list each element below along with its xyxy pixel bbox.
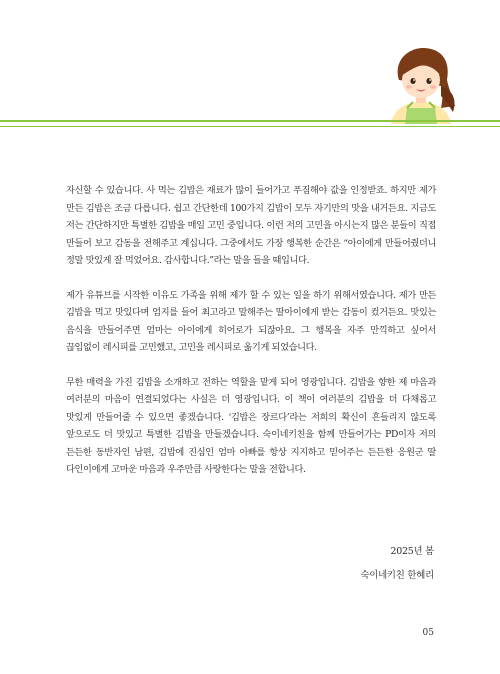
- page-number: 05: [422, 628, 434, 638]
- signoff-date: 2025년 봄: [390, 546, 434, 557]
- preface-body: [66, 182, 436, 496]
- signoff-block: [360, 540, 434, 588]
- page-header: [0, 0, 500, 140]
- body-paragraph-2: 제가 유튜브를 시작한 이유도 가족을 위해 제가 할 수 있는 일을 하기 위해서였습니다. 제가 만든 김밥을 먹고 맛있다며 엄지를 들어 최고라고 말해주는 딸아이에게 받는 감동이 컸거든요. 맛있는 음식을 만들어주면 엄마는 아이에게 히어로가 되잖아요. 그 행복을 자주 만끽하고 싶어서 끊임없이 레시피를 고민했고, 고민을 레시피로 옮기게 되었습니다.: [66, 289, 436, 353]
- body-paragraph-3: 무한 매력을 가진 김밥을 소개하고 전하는 역할을 맡게 되어 영광입니다. 김밥을 향한 제 마음과 여러분의 마음이 연결되었다는 사실은 더 영광입니다. 이 책이 여러분의 김밥을 더 다채롭고 맛있게 만들어줄 수 있으면 좋겠습니다. ‘김밥은 장르다’라는 저희의 확신이 흔들리지 않도록 앞으로도 더 맛있고 특별한 김밥을 만들겠습니다. 숙이네키친을 함께 만들어가는 PD이자 저의 든든한 동반자인 남편, 김밥에 진심인 엄마 아빠를 항상 지지하고 믿어주는 든든한 응원군 딸 다인이에게 고마운 마음과 우주만큼 사랑한다는 말을 전합니다.: [66, 376, 436, 475]
- header-rule-top: [0, 120, 500, 122]
- woman-chef-illustration-icon: [383, 46, 459, 124]
- header-rule-bottom: [0, 126, 500, 127]
- signoff-author: 숙이네키친 한혜리: [360, 570, 434, 581]
- body-paragraph-1: 자신할 수 있습니다. 사 먹는 김밥은 재료가 많이 들어가고 푸짐해야 값을 인정받죠. 하지만 제가 만든 김밥은 조금 다릅니다. 쉽고 간단한데 100가지 김밥이 모두 자기만의 맛을 내거든요. 지금도 저는 간단하지만 특별한 김밥을 매일 고민 중입니다. 이런 저의 고민을 아시는지 많은 분들이 직접 만들어 보고 감동을 전해주고 계십니다. 그중에서도 가장 행복한 순간은 “아이에게 만들어줬더니 정말 맛있게 잘 먹었어요. 감사합니다.”라는 말을 들을 때입니다.: [66, 185, 436, 266]
